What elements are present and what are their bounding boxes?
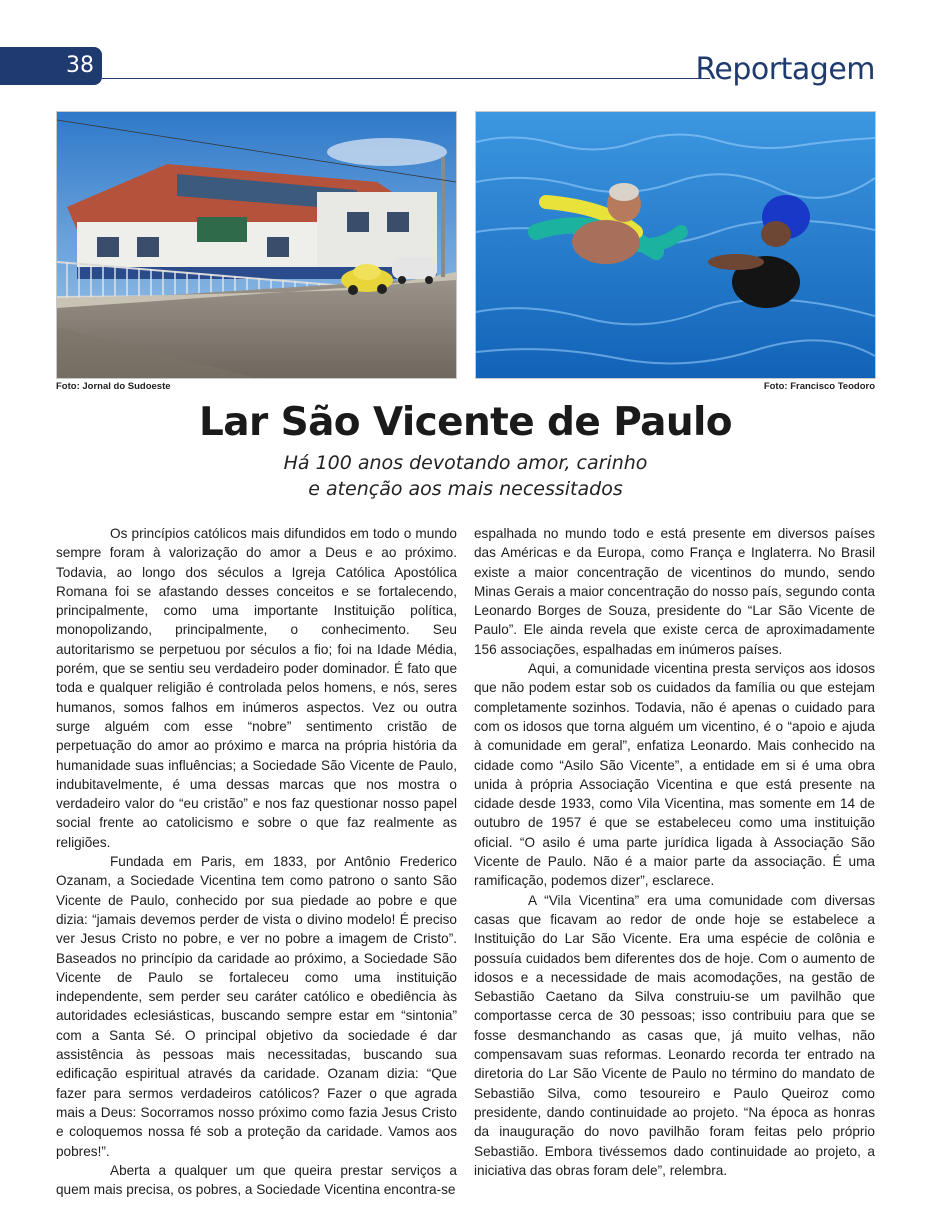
article-title: Lar São Vicente de Paulo bbox=[199, 400, 732, 445]
paragraph-continued: espalhada no mundo todo e está presente em diversos países das Américas e da Europa, como França e Inglaterra. No Brasil existe a maior concentração de vicentinos do mundo, sendo Minas Gerais a maior concentração do nosso país, segundo conta Leonardo Borges de Souza, presidente do “Lar São Vicente de Paulo”. Ele ainda revela que existe cerca de aproximadamente 156 associações, espalhadas em inúmeros países. bbox=[474, 526, 875, 657]
page-number: 38 bbox=[66, 53, 94, 78]
article-column-right bbox=[474, 524, 875, 1180]
paragraph: Aberta a qualquer um que queira prestar serviços a quem mais precisa, os pobres, a Sociedade Vicentina encontra-se bbox=[56, 1162, 457, 1198]
photo-credit-right: Foto: Francisco Teodoro bbox=[763, 381, 875, 392]
photo-building bbox=[56, 111, 457, 379]
subtitle-line-2: e atenção aos mais necessitados bbox=[308, 478, 623, 500]
paragraph: Aqui, a comunidade vicentina presta serviços aos idosos que não podem estar sob os cuidados da família ou que estejam completamente sozinhos. Todavia, não é apenas o cuidado para com os idosos que torna alguém um vicentino, é o “apoio e ajuda à comunidade em geral”, enfatiza Leonardo. Mais conhecido na cidade como “Asilo São Vicente”, a entidade em si é uma obra unida à própria Associação Vicentina e que está presente na cidade desde 1933, como Vila Vicentina, mas somente em 14 de outubro de 1957 é que se estabeleceu como uma instituição oficial. “O asilo é uma parte jurídica ligada à Associação São Vicente de Paulo. Não é a maior parte da associação. É uma ramificação, podemos dizer”, esclarece. bbox=[474, 661, 875, 889]
article-column-left bbox=[56, 524, 457, 1199]
header-rule bbox=[102, 78, 710, 79]
paragraph: A “Vila Vicentina” era uma comunidade com diversas casas que ficavam ao redor de onde hoje se estabelece a Instituição do Lar São Vicente. Era uma espécie de colônia e possuía cuidados bem diferentes dos de hoje. Com o aumento de idosos e a necessidade de mais acomodações, na gestão de Sebastião Caetano da Silva construiu-se um pavilhão que comportasse cerca de 30 pessoas; isso contribuiu para que se fosse desmanchando as casas que, já muito velhas, não compensavam suas reformas. Leonardo recorda ter entrado na diretoria do Lar São Vicente de Paulo no término do mandato de Sebastião Silva, como tesoureiro e Paulo Queiroz como presidente, dando continuidade ao projeto. “Na época as honras da inauguração do novo pavilhão foram feitas pelo próprio Sebastião. Embora tivéssemos dado continuidade ao projeto, a iniciativa das obras foram dele”, relembra. bbox=[474, 892, 875, 1178]
section-title: Reportagem bbox=[695, 52, 875, 87]
photo-pool bbox=[475, 111, 876, 379]
paragraph: Fundada em Paris, em 1833, por Antônio Frederico Ozanam, a Sociedade Vicentina tem como patrono o santo São Vicente de Paulo, conhecido por sua piedade ao pobre e que dizia: “jamais devemos perder de vista o divino modelo! É preciso ver Jesus Cristo no pobre, e ver no pobre a imagem de Cristo”. Baseados no princípio da caridade ao próximo, a Sociedade São Vicente de Paulo se fortaleceu como uma instituição independente, sem perder seu caráter católico e obediência às autoridades eclesiásticas, buscando sempre estar em “sintonia” com a Santa Sé. O principal objetivo da sociedade é dar assistência às pessoas mais necessitadas, buscando sua edificação espiritual através da caridade. Ozanam dizia: “Que fazer para sermos verdadeiros católicos? Fazer o que agrada mais a Deus: Socorramos nosso próximo como fazia Jesus Cristo e coloquemos nossa fé sob a proteção da caridade. Vamos aos pobres!”. bbox=[56, 854, 457, 1159]
photo-credit-left: Foto: Jornal do Sudoeste bbox=[56, 381, 171, 392]
subtitle-line-1: Há 100 anos devotando amor, carinho bbox=[283, 452, 648, 474]
article-subtitle bbox=[0, 450, 931, 502]
paragraph: Os princípios católicos mais difundidos em todo o mundo sempre foram à valorização do amor a Deus e ao próximo. Todavia, ao longo dos séculos a Igreja Católica Apostólica Romana foi se afastando desses conceitos e se fortalecendo, principalmente, como uma importante Instituição política, monopolizando, principalmente, o conhecimento. Seu autoritarismo se perpetuou por séculos a fio; foi na Idade Média, porém, que se sentiu seu verdadeiro poder dominador. É fato que toda e qualquer religião é controlada pelos homens, e nós, seres humanos, somos falhos em inúmeros aspectos. Vez ou outra surge alguém com esse “nobre” sentimento cristão de perpetuação do amor ao próximo e marca na própria história da humanidade suas influências; a Sociedade São Vicente de Paulo, indubitavelmente, é uma dessas marcas que nos mostra o verdadeiro valor do “eu cristão” e nos faz questionar nosso papel social frente ao catolicismo e sobre o que faz realmente as religiões. bbox=[56, 526, 457, 850]
